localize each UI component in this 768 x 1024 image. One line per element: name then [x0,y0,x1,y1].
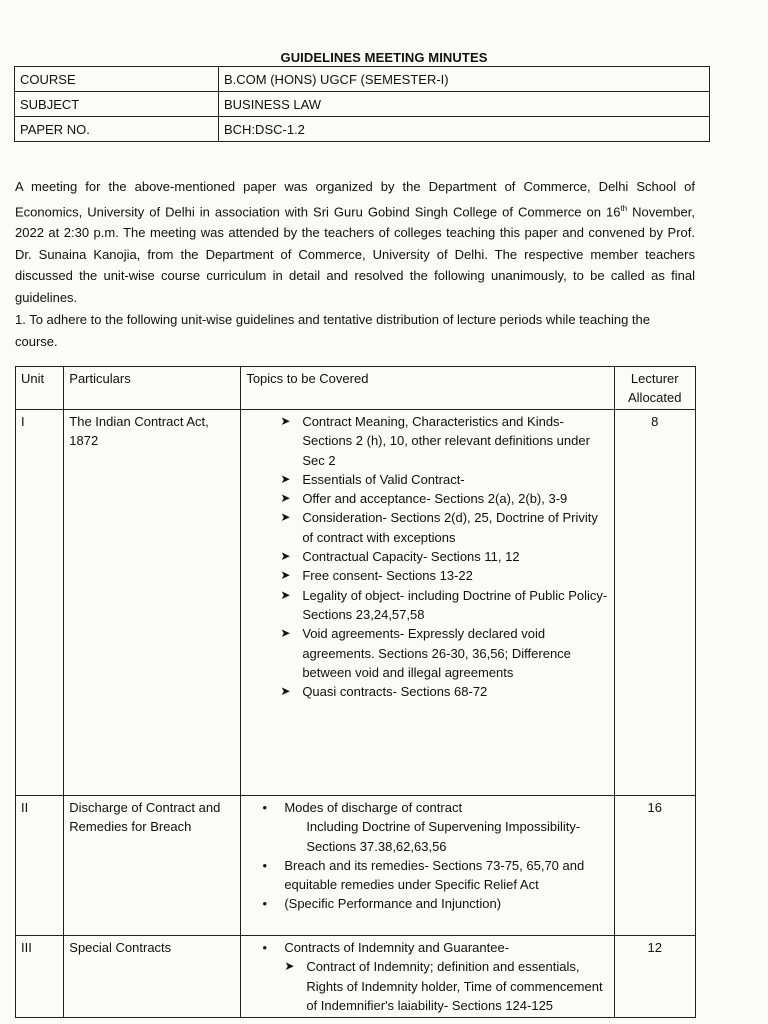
topic-main: Contracts of Indemnity and Guarantee- [284,940,510,955]
header-lectures: Lecturer Allocated [614,367,696,410]
paper-no-value: BCH:DSC-1.2 [219,117,710,142]
list-item: ➤ Offer and acceptance- Sections 2(a), 2(b), 3-9 [280,489,608,508]
intro-superscript: th [620,203,628,213]
list-item: ● Breach and its remedies- Sections 73-75, 65,70 and equitable remedies under Specific Relief Act [262,856,608,895]
list-item: ➤ Contract of Indemnity; definition and essentials, Rights of Indemnity holder, Time of commencement of Indemnifier's laiability- Sections 124-125 [284,957,608,1015]
unit-topics [241,796,614,936]
list-item: ➤ Legality of object- including Doctrine of Public Policy- Sections 23,24,57,58 [280,586,608,625]
guideline-point-1: 1. To adhere to the following unit-wise guidelines and tentative distribution of lecture periods while teaching the course. [15,312,650,349]
list-item: ➤ Essentials of Valid Contract- [280,470,608,489]
list-item: ➤ Contractual Capacity- Sections 11, 12 [280,547,608,566]
intro-paragraph [15,176,695,308]
unit-particulars: Special Contracts [64,936,241,1018]
topic-sub: Including Doctrine of Supervening Impossibility- Sections 37.38,62,63,56 [306,819,581,854]
table-row [16,796,696,936]
sub-topic-list [284,957,608,1015]
header-particulars: Particulars [64,367,241,410]
list-item: ➤ Consideration- Sections 2(d), 25, Doctrine of Privity of contract with exceptions [280,508,608,547]
list-item: ➤ Quasi contracts- Sections 68-72 [280,682,608,701]
topic-main: Modes of discharge of contract [284,800,463,815]
unit-topics [241,936,614,1018]
subject-value: BUSINESS LAW [219,92,710,117]
course-label: COURSE [15,67,219,92]
lecture-count: 12 [614,936,696,1018]
intro-text-end: November, 2022 at 2:30 p.m. The meeting was attended by the teachers of colleges teaching this paper and convened by Prof. Dr. Sunaina Kanojia, from the Department of Commerce, University of Delhi. The respective member teachers discussed the unit-wise course curriculum in detail and resolved the following unanimously, to be called as final guidelines. [15,203,695,305]
document-title: GUIDELINES MEETING MINUTES [280,50,488,65]
topic-list [246,798,608,914]
unit-topics [241,410,614,796]
topic-list [246,412,608,701]
list-item: ➤ Free consent- Sections 13-22 [280,566,608,585]
lecture-count: 8 [614,410,696,796]
list-item [262,938,608,1015]
list-item: ➤ Contract Meaning, Characteristics and Kinds- Sections 2 (h), 10, other relevant definitions under Sec 2 [280,412,608,470]
course-value: B.COM (HONS) UGCF (SEMESTER-I) [219,67,710,92]
paper-no-label: PAPER NO. [15,117,219,142]
lecture-count: 16 [614,796,696,936]
table-row [15,67,710,92]
unit-number: III [16,936,64,1018]
unit-number: I [16,410,64,796]
unit-number: II [16,796,64,936]
list-item: ➤ Void agreements- Expressly declared void agreements. Sections 26-30, 36,56; Difference between void and illegal agreements [280,624,608,682]
unit-table [15,366,696,1018]
subject-label: SUBJECT [15,92,219,117]
intro-text-start: A meeting for the above-mentioned paper was organized by the Department of Commerce, Delhi School of Economics, University of Delhi in association with Sri Guru Gobind Singh College of Commerce on 16 [15,179,695,219]
table-row [16,936,696,1018]
table-row [16,410,696,796]
course-info-table [14,66,710,142]
unit-particulars: The Indian Contract Act, 1872 [64,410,241,796]
header-topics: Topics to be Covered [241,367,614,410]
list-item: ● (Specific Performance and Injunction) [262,894,608,913]
table-row [15,92,710,117]
unit-particulars: Discharge of Contract and Remedies for Breach [64,796,241,936]
table-row [15,117,710,142]
table-header-row [16,367,696,410]
header-unit: Unit [16,367,64,410]
list-item [262,798,608,856]
topic-list [246,938,608,1015]
